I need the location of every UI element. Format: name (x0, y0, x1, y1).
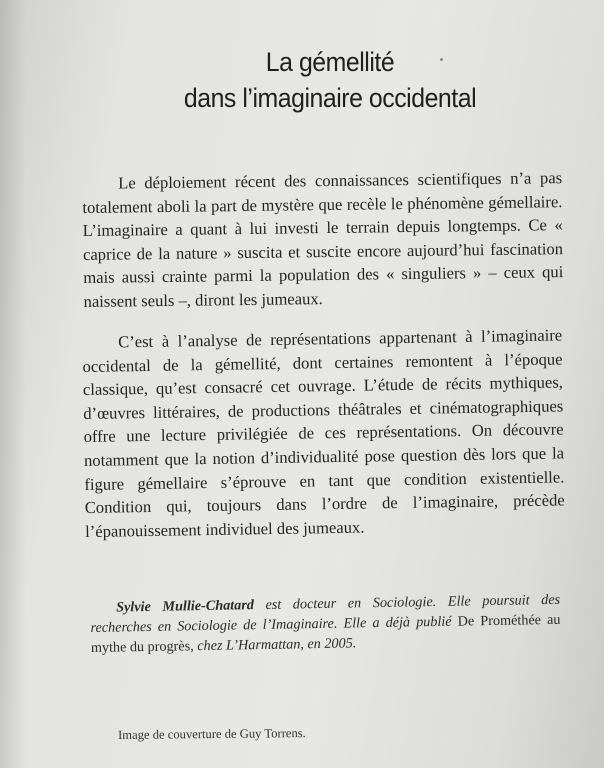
paragraph-2: C’est à l’analyse de représentations appartenant à l’imaginaire occidental de la gémellité, dont certaines remontent à l’époque classique, qu’est consacré cet ouvrage. L’étude de récits mythiques, d’œuvres littéraires, de productions théâtrales et cinématographiques offre une lecture privilégiée de ces représentations. On découvre notamment que la notion d’individualité pose question dès lors que la figure gémellaire s’éprouve en tant que condition existentielle. Condition qui, toujours dans l’ordre de l’imaginaire, précède l’épanouissement individuel des jumeaux. (82, 325, 565, 541)
paragraph-1: Le déploiement récent des connaissances scientifiques n’a pas totalement aboli la part de mystère que recèle le phénomène gémellaire. L’imaginaire a quant à lui investi le terrain depuis longtemps. Ce « caprice de la nature » suscita et suscite encore aujourd’hui fascination mais aussi crainte parmi la population des « singuliers » – ceux qui naissent seuls –, diront les jumeaux. (82, 168, 564, 311)
cover-credit: Image de couverture de Guy Torrens. (118, 726, 306, 742)
bio-text-2: , chez L’Harmattan, en 2005. (190, 635, 357, 655)
book-reference: De Prométhée au mythe du progrès (90, 611, 561, 656)
title-line-2: dans l’imaginaire occidental (183, 83, 477, 113)
author-name: Sylvie Mullie-Chatard (116, 597, 255, 616)
bio-text-1: est docteur en Sociologie. Elle poursuit des recherches en Sociologie de l’Imaginaire. Elle a déjà publié (90, 591, 561, 636)
page-shadow (0, 0, 26, 768)
book-title (118, 44, 541, 116)
author-bio (90, 590, 561, 658)
title-line-1: La gémellité (265, 47, 395, 77)
